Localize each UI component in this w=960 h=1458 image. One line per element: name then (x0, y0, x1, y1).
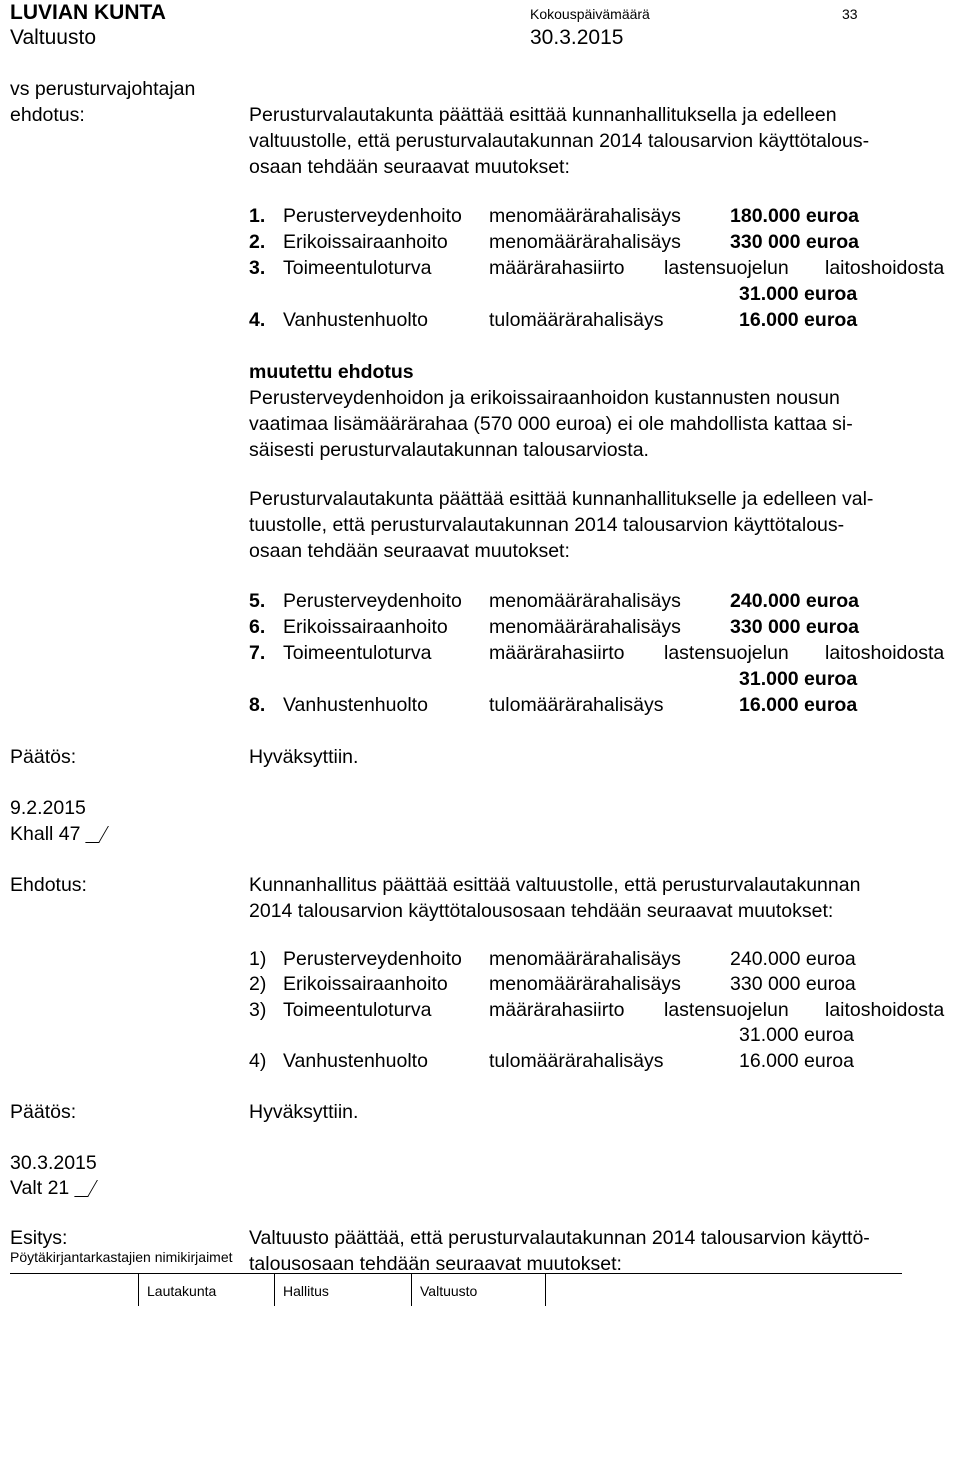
amended-paragraph: Perusterveydenhoidon ja erikoissairaanhoidon kustannusten nousun vaatimaa lisämäärärahaa (570 000 euroa) ei ole mahdollista kattaa si- säisesti perusturvalautakunnan talousarviosta. (249, 387, 853, 461)
signatures-label: Pöytäkirjantarkastajien nimikirjaimet (10, 1249, 233, 1265)
proposal-paragraph-2: Kunnanhallitus päättää esittää valtuustolle, että perusturvalautakunnan 2014 talousarvion käyttötalousosaan tehdään seuraavat muutokset: (249, 874, 861, 922)
date-label: Kokouspäivämäärä (530, 6, 650, 22)
amended-heading: muutettu ehdotus (249, 361, 414, 383)
signature-cell-board: Lautakunta (138, 1274, 275, 1306)
section-marker-icon (86, 826, 110, 843)
reference-code-2: Khall 47 (10, 821, 104, 847)
meeting-date: 30.3.2015 (530, 26, 624, 49)
reference-date-2: 9.2.2015 (10, 797, 86, 819)
decision-1: Hyväksyttiin. (249, 746, 359, 768)
meeting-body: Valtuusto (10, 26, 96, 49)
proposal-author-label: vs perusturvajohtajan (10, 78, 196, 100)
proposal-label-2: Ehdotus: (10, 874, 87, 896)
signature-cell-government: Hallitus (274, 1274, 412, 1306)
reference-code-3: Valt 21 (10, 1175, 93, 1201)
reference-date-3: 30.3.2015 (10, 1152, 97, 1174)
decision-2: Hyväksyttiin. (249, 1101, 359, 1123)
footer-table-end (545, 1274, 546, 1306)
presentation-paragraph: Valtuusto päättää, että perusturvalautakunnan 2014 talousarvion käyttö- talousosaan tehdään seuraavat muutokset: (249, 1227, 870, 1275)
amended-proposal-paragraph: Perusturvalautakunta päättää esittää kunnanhallitukselle ja edelleen val- tuustolle, että perusturvalautakunnan 2014 talousarvion käyttötalous- osaan tehdään seuraavat muutokset: (249, 488, 874, 562)
organization-name: LUVIAN KUNTA (10, 1, 166, 24)
page-number: 33 (842, 6, 858, 22)
proposal-paragraph: Perusturvalautakunta päättää esittää kunnanhallituksella ja edelleen valtuustolle, että perusturvalautakunnan 2014 talousarvion käyttötalous- osaan tehdään seuraavat muutokset: (249, 104, 870, 178)
decision-label-2: Päätös: (10, 1101, 77, 1123)
proposal-label: ehdotus: (10, 104, 85, 126)
decision-label-1: Päätös: (10, 746, 77, 768)
signature-cell-council: Valtuusto (411, 1274, 546, 1306)
section-marker-icon (74, 1180, 98, 1197)
presentation-label: Esitys: (10, 1227, 68, 1249)
